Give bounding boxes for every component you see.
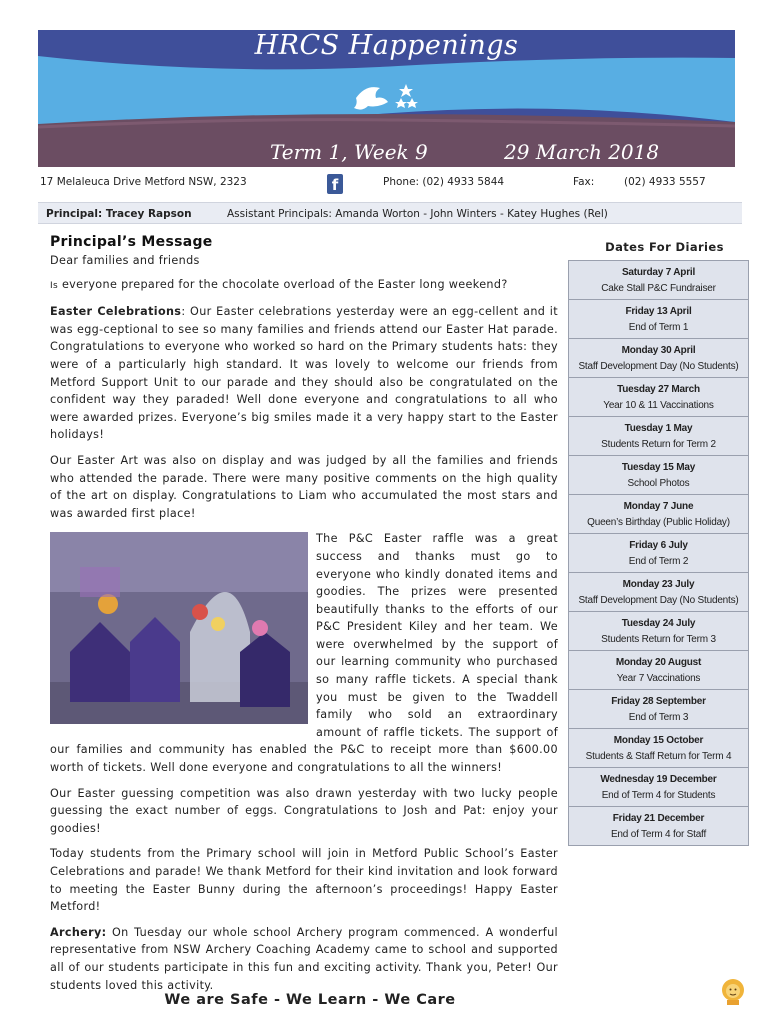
diary-entry: [568, 612, 749, 651]
school-motto: We are Safe - We Learn - We Care: [164, 992, 456, 1008]
newsletter-title: HRCS Happenings: [254, 30, 519, 61]
diary-entry-event: End of Term 1: [628, 322, 689, 333]
principal-name: Principal: Tracey Rapson: [46, 208, 192, 220]
term-week: Term 1, Week 9: [270, 140, 428, 164]
phone: Phone: (02) 4933 5844: [383, 176, 505, 188]
intro-first-word: Is: [50, 280, 59, 291]
diary-entry-event: Cake Stall P&C Fundraiser: [601, 283, 716, 294]
masthead-banner: [38, 30, 735, 167]
diary-entry-date: Friday 28 September: [611, 696, 706, 707]
diary-entry-date: Tuesday 15 May: [621, 462, 696, 473]
diary-entry-date: Tuesday 27 March: [617, 384, 700, 395]
assistant-principals: Assistant Principals: Amanda Worton - John Winters - Katey Hughes (Rel): [227, 208, 608, 220]
diary-entry-event: End of Term 4 for Staff: [610, 829, 707, 840]
dates-for-diaries: [568, 238, 749, 846]
guess-paragraph: Our Easter guessing competition was also drawn yesterday with two lucky people guessing the exact number of eggs. Congratulations to Josh and Pat: enjoy your goodies!: [50, 786, 558, 835]
easter-lead: Easter Celebrations: [50, 305, 182, 319]
diary-entry-event: End of Term 2: [628, 556, 689, 567]
raffle-paragraph: [50, 530, 558, 776]
diary-entry-date: Monday 15 October: [613, 735, 704, 746]
diary-entry-date: Saturday 7 April: [621, 267, 696, 278]
diary-entry: [568, 260, 749, 300]
archery-lead: Archery:: [50, 925, 107, 939]
diary-entries: [568, 260, 749, 846]
diary-title: Dates For Diaries: [605, 240, 724, 254]
diary-entry-date: Friday 13 April: [625, 306, 692, 317]
diary-entry-event: Students & Staff Return for Term 4: [585, 751, 732, 762]
fax: (02) 4933 5557: [624, 176, 706, 188]
diary-entry: [568, 768, 749, 807]
diary-entry: [568, 300, 749, 339]
diary-entry: [568, 495, 749, 534]
diary-entry: [568, 690, 749, 729]
diary-entry: [568, 573, 749, 612]
diary-entry-event: Queen’s Birthday (Public Holiday): [587, 517, 730, 528]
easter-text: : Our Easter celebrations yesterday were an egg-cellent and it was egg-ceptional to see so many families and friends attend our Easter Hat parade. Congratulations to everyone who worked so hard on the Primary students hats: they were of a particularly high standard. It was lovely to welcome our friends from Metford Support Unit to our parade and they should also be congratulated on the confident way they paraded! Well done everyone and congratulations to all who were awarded prizes. Everyone’s big smiles made it a very happy start to the Easter holidays!: [50, 305, 558, 442]
diary-entry-event: Students Return for Term 2: [601, 439, 716, 450]
archery-text: On Tuesday our whole school Archery program commenced. A wonderful representative from NSW Archery Coaching Academy came to school and supported all of our students participate in this fun and exciting activity. Thank you, Peter! Our students loved this activity.: [50, 925, 558, 992]
diary-entry-event: Year 10 & 11 Vaccinations: [603, 400, 714, 411]
diary-entry-date: Tuesday 24 July: [621, 618, 696, 629]
diary-entry-date: Monday 20 August: [615, 657, 702, 668]
greeting: Dear families and friends: [50, 254, 200, 267]
fax-label: Fax:: [573, 176, 595, 188]
diary-entry: [568, 651, 749, 690]
diary-entry: [568, 417, 749, 456]
diary-entry-event: School Photos: [627, 478, 690, 489]
diary-entry: [568, 729, 749, 768]
diary-entry-event: Staff Development Day (No Students): [578, 595, 739, 606]
archery-paragraph: [50, 924, 558, 994]
intro-paragraph: [50, 276, 558, 296]
diary-entry: [568, 534, 749, 573]
lion-mascot-icon: [718, 976, 748, 1006]
diary-entry-event: Students Return for Term 3: [601, 634, 716, 645]
diary-entry-event: End of Term 4 for Students: [601, 790, 716, 801]
diary-entry: [568, 378, 749, 417]
contact-line: [40, 176, 730, 192]
raffle-prizes-photo: [50, 532, 308, 724]
principals-message: [50, 232, 558, 1002]
diary-entry: [568, 807, 749, 846]
diary-entry-date: Friday 6 July: [629, 540, 688, 551]
diary-entry: [568, 456, 749, 495]
art-paragraph: Our Easter Art was also on display and was judged by all the families and friends who attended the parade. There were many positive comments on the high quality of the art on display. Congratulations to Liam who accumulated the most stars and was awarded first place!: [50, 453, 558, 520]
diary-entry-date: Monday 30 April: [621, 345, 696, 356]
diary-entry-event: Year 7 Vaccinations: [616, 673, 701, 684]
easter-paragraph: [50, 303, 558, 444]
issue-date: 29 March 2018: [504, 140, 660, 164]
article-heading: Principal’s Message: [50, 234, 213, 250]
today-paragraph: Today students from the Primary school will join in Metford Public School’s Easter Celebrations and parade! We thank Metford for their kind invitation and look forward to meeting the Easter Bunny during the afternoon’s proceedings! Happy Easter Metford!: [50, 847, 558, 914]
raffle-text: The P&C Easter raffle was a great success and thanks must go to everyone who kindly donated items and goodies. The prizes were presented beautifully thanks to the efforts of our P&C President Kiley and her team. We were overwhelmed by the support of our learning community who purchased so many raffle tickets. A special thank you must be given to the Twaddell family who sold an extraordinary amount of raffle tickets. The support of our families and community has enabled the P&C to receipt more than $600.00 worth of tickets. Well done everyone and congratulations to all the winners!: [50, 532, 558, 775]
intro-text: everyone prepared for the chocolate overload of the Easter long weekend?: [58, 277, 508, 291]
address: 17 Melaleuca Drive Metford NSW, 2323: [40, 176, 247, 188]
staff-strip: [38, 202, 742, 224]
diary-entry-date: Monday 7 June: [623, 501, 694, 512]
diary-entry-date: Monday 23 July: [622, 579, 695, 590]
diary-entry-date: Friday 21 December: [612, 813, 705, 824]
diary-entry-event: End of Term 3: [628, 712, 689, 723]
diary-entry-date: Tuesday 1 May: [624, 423, 693, 434]
diary-entry-date: Wednesday 19 December: [600, 774, 717, 785]
diary-entry-event: Staff Development Day (No Students): [578, 361, 739, 372]
diary-entry: [568, 339, 749, 378]
facebook-icon[interactable]: f: [327, 174, 343, 194]
